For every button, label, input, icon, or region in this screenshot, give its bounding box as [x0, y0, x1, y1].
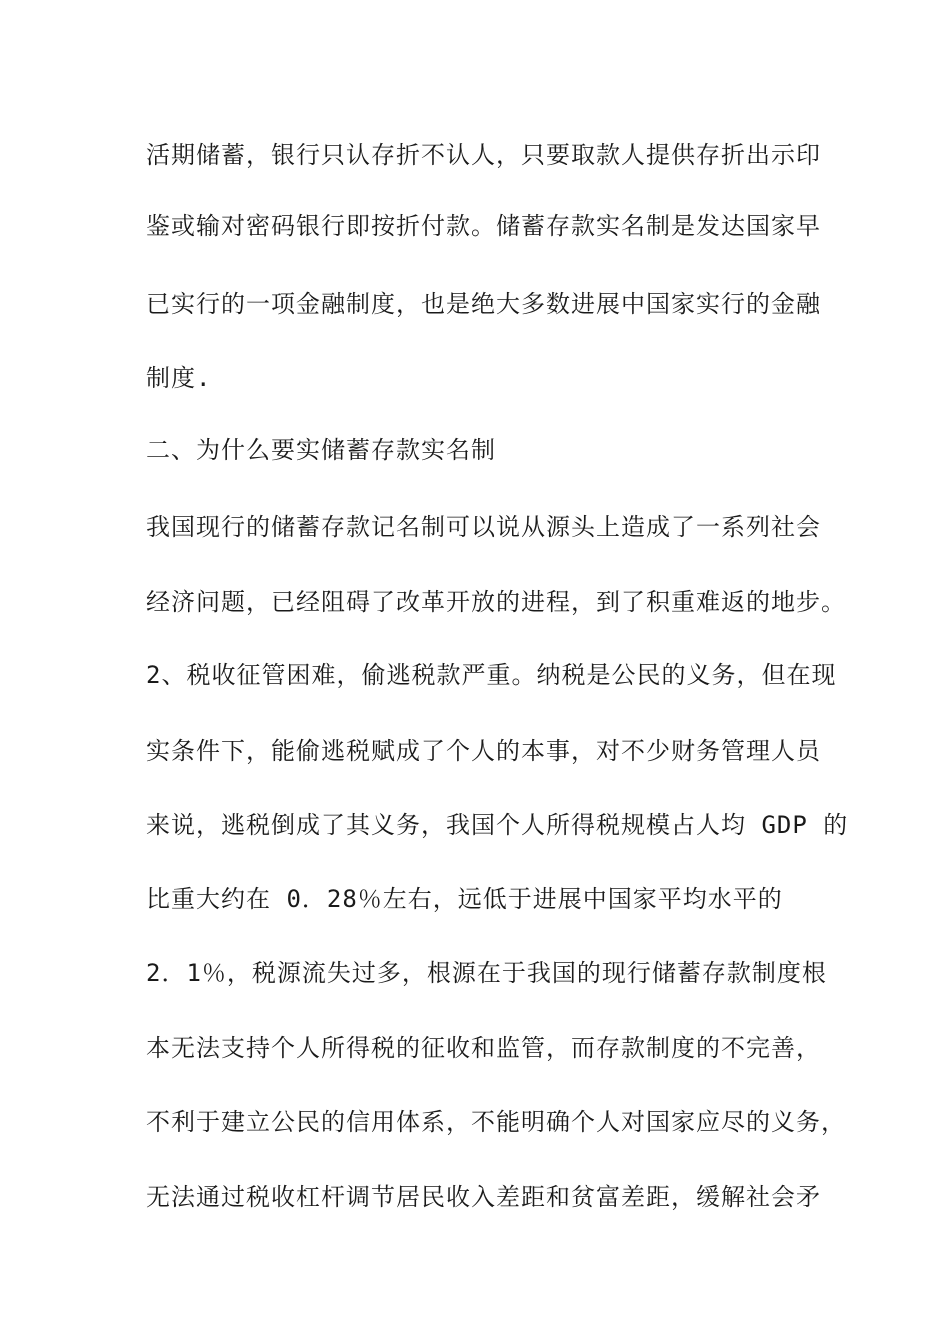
paragraph-line: 来说，逃税倒成了其义务，我国个人所得税规模占人均 GDP 的: [146, 811, 849, 839]
paragraph-line: 2．1％，税源流失过多，根源在于我国的现行储蓄存款制度根: [146, 959, 827, 987]
paragraph-line: 无法通过税收杠杆调节居民收入差距和贫富差距，缓解社会矛: [146, 1183, 821, 1211]
paragraph-line: 实条件下，能偷逃税赋成了个人的本事，对不少财务管理人员: [146, 737, 821, 765]
paragraph-line: 比重大约在 0．28％左右，远低于进展中国家平均水平的: [146, 885, 783, 913]
paragraph-line: 本无法支持个人所得税的征收和监管，而存款制度的不完善，: [146, 1034, 821, 1062]
section-heading: 二、为什么要实储蓄存款实名制: [146, 436, 496, 464]
paragraph-line: 经济问题，已经阻碍了改革开放的进程，到了积重难返的地步。: [146, 588, 846, 616]
paragraph-line: 不利于建立公民的信用体系，不能明确个人对国家应尽的义务，: [146, 1108, 846, 1136]
paragraph-line: 我国现行的储蓄存款记名制可以说从源头上造成了一系列社会: [146, 513, 821, 541]
paragraph-line: 鉴或输对密码银行即按折付款。储蓄存款实名制是发达国家早: [146, 212, 821, 240]
paragraph-line: 已实行的一项金融制度，也是绝大多数进展中国家实行的金融: [146, 290, 821, 318]
paragraph-line: 制度.: [146, 364, 212, 392]
paragraph-line: 活期储蓄，银行只认存折不认人，只要取款人提供存折出示印: [146, 141, 821, 169]
paragraph-line: 2、税收征管困难，偷逃税款严重。纳税是公民的义务，但在现: [146, 661, 837, 689]
